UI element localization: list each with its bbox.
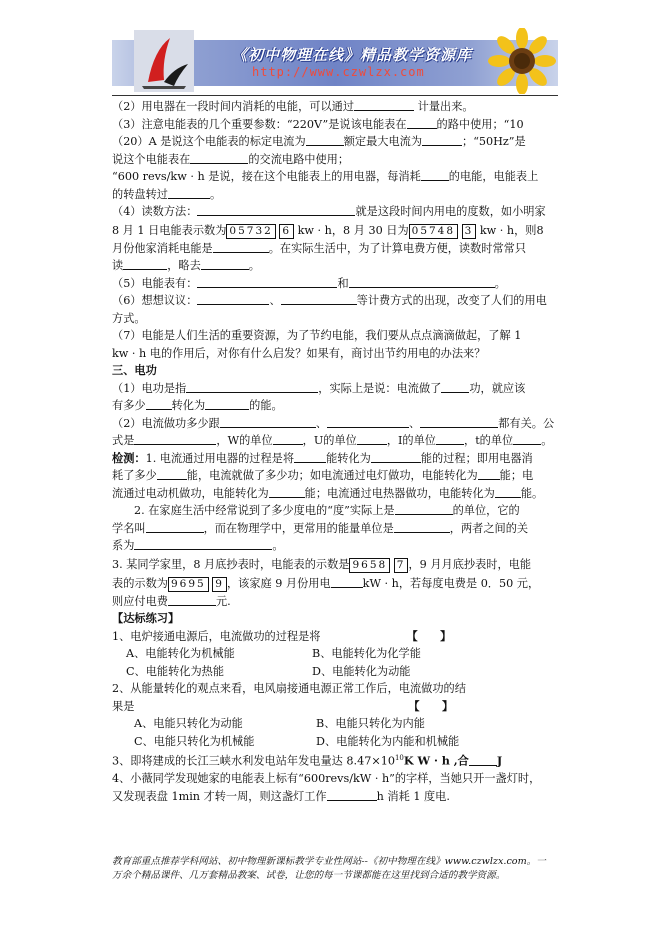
meter-digits: 9658 (349, 558, 390, 573)
question: 1、电炉接通电源后，电流做功的过程是将 【 】 (112, 628, 452, 643)
text-line: 方式。 (112, 311, 146, 325)
text-line: （1）电功是指 ，实际上是说：电流做了 功，就应该 (112, 381, 526, 395)
text-line: 则应付电费 元. (112, 594, 231, 608)
footer-line: 万余个精品课件、几万套精品教案、试卷，让您的每一节课都能在这里找到合适的教学资源。 (112, 870, 506, 881)
text-line: 耗了多少 能，电流就做了多少功；如电流通过电灯做功，电能转化为 能；电 (112, 469, 534, 482)
text-line: 说这个电能表在 的交流电路中使用； (112, 152, 350, 166)
meter-decimal: 7 (394, 558, 409, 573)
section-heading: 【达标练习】 (112, 611, 180, 625)
section-heading: 三、电功 (112, 363, 157, 377)
header-banner (112, 28, 558, 96)
text-line: 式是 ，W的单位 ，U的单位 ，I的单位 ，t的单位 。 (112, 434, 553, 447)
text-line: （5）电能表有： 和 。 (112, 276, 506, 290)
text-line: （2）用电器在一段时间内消耗的电能，可以通过 计量出来。 (112, 100, 474, 113)
answer-options: A、电能只转化为动能 B、电能只转化为内能 (134, 717, 425, 730)
text-line: （7）电能是人们生活的重要资源，为了节约电能，我们要从点点滴滴做起，了解 1 (112, 329, 522, 342)
text-line: 流通过电动机做功，电能转化为 能；电流通过电热器做功，电能转化为 能。 (112, 486, 544, 500)
text-line: （4）读数方法： 就是这段时间内用电的度数，如小明家 (112, 205, 546, 218)
brand-url: http://www.czwlzx.com (252, 65, 425, 79)
question: 2、从能量转化的观点来看，电风扇接通电源正常工作后，电流做功的结 (112, 682, 466, 695)
meter-digits: 05732 (226, 224, 275, 239)
text-line: 系为 。 (112, 539, 284, 552)
meter-decimal: 3 (462, 224, 477, 239)
header-rule (112, 95, 558, 96)
text-line: （2）电流做功多少跟 、 、 都有关。公 (112, 416, 555, 430)
text-line: 2. 在家庭生活中经常说到了多少度电的“度”实际上是 的单位，它的 (134, 504, 520, 517)
text-line: 读 ，略去 。 (112, 259, 260, 272)
question: 果是 【 】 (112, 698, 454, 713)
text-line: 月份他家消耗电能是 。在实际生活中，为了计算电费方便，读数时常常只 (112, 241, 527, 255)
text-line: “600 revs/kw · h 是说，接在这个电能表上的用电器，每消耗 的电能，电能表上 (112, 170, 539, 183)
page-footer (112, 855, 562, 883)
meter-decimal: 9 (212, 577, 227, 592)
site-logo (134, 30, 194, 92)
answer-options: C、电能只转化为机械能 D、电能转化为内能和机械能 (134, 734, 460, 748)
text-line: 检测：1. 电流通过用电器的过程是将 能转化为 能的过程；即用电器消 (112, 450, 533, 465)
meter-digits: 05748 (409, 224, 458, 239)
meter-decimal: 6 (279, 224, 294, 239)
text-line: （3）注意电能表的几个重要参数：“220V”是说该电能表在 的路中使用；“10 (112, 117, 524, 131)
text-line: 的转盘转过 。 (112, 187, 222, 201)
footer-line: 教育部重点推荐学科网站、初中物理新课标教学专业性网站--《初中物理在线》www.czwlzx.com。一 (112, 856, 546, 867)
text-line: kw · h 电的作用后，对你有什么启发？如果有，商讨出节约用电的办法来？ (112, 346, 486, 360)
meter-reading-line: 表的示数为 9695 9 ，该家庭 9 月份用电 kW · h，若每度电费是 0．50 元， (112, 576, 540, 590)
meter-reading-line: 3. 某同学家里，8 月底抄表时，电能表的示数是 9658 7 ，9 月月底抄表时，电能 (112, 557, 532, 571)
meter-digits: 9695 (168, 577, 209, 592)
brand-name: 《初中物理在线》精品教学资源库 (232, 46, 473, 64)
question: 3、即将建成的长江三峡水利发电站年发电量达 $8.47\times 10^{10}K$ W · h ,合 J (112, 753, 503, 768)
question: 又发现表盘 1min 才转一周，则这盏灯工作 h 消耗 1 度电. (112, 789, 450, 803)
meter-reading-line: 8 月 1 日电能表示数为 05732 6 kw · h，8 月 30 日为 05748 3 kw · h，则8 (112, 223, 544, 237)
text-line: （20）A 是说这个电能表的标定电流为 额定最大电流为 ；“50Hz”是 (112, 135, 526, 148)
answer-options: C、电能转化为热能 D、电能转化为动能 (126, 664, 411, 678)
question: 4、小薇同学发现她家的电能表上标有“600revs/kW · h”的字样，当她只开一盏灯时， (112, 772, 541, 786)
document-body (112, 98, 560, 805)
text-line: （6）想想议议： 、 等计费方式的出现，改变了人们的用电 (112, 294, 547, 307)
text-line: 有多少 转化为 的能。 (112, 399, 283, 412)
text-line: 学名叫 ，而在物理学中，更常用的能量单位是 ，两者之间的关 (112, 521, 529, 535)
sunflower-icon (486, 28, 558, 94)
answer-options: A、电能转化为机械能 B、电能转化为化学能 (126, 647, 421, 660)
